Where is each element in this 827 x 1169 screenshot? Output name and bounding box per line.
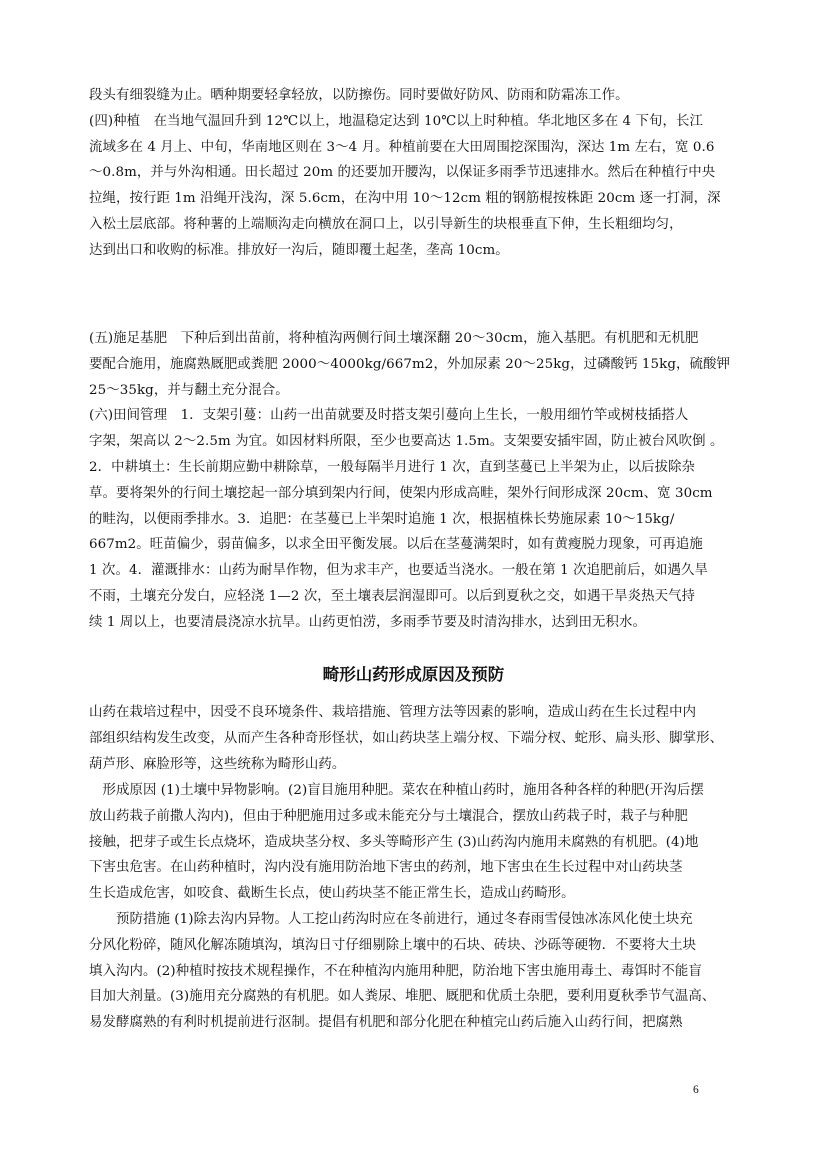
text-line: 的畦沟，以便雨季排水。3．追肥：在茎蔓已上半架时追施 1 次，根据植株长势施尿素 10～15kg/ xyxy=(89,511,675,527)
text-line: 葫芦形、麻脸形等，这些统称为畸形山药。 xyxy=(89,756,346,772)
text-line: 拉绳，按行距 1m 沿绳开浅沟，深 5.6cm，在沟中用 10～12cm 粗的钢筋棍按株距 20cm 逐一打洞，深 xyxy=(89,191,721,207)
text-line: 1 次。4．灌溉排水：山药为耐旱作物，但为求丰产，也要适当浇水。一般在第 1 次追肥前后，如遇久旱 xyxy=(89,563,709,579)
text-line: 25～35kg，并与翻土充分混合。 xyxy=(89,382,289,398)
text-line: 山药在栽培过程中，因受不良环境条件、栽培措施、管理方法等因素的影响，造成山药在生长过程中内 xyxy=(89,705,697,720)
text-line: 2．中耕填土：生长前期应勤中耕除草，一般每隔半月进行 1 次，直到茎蔓已上半架为止，以后拔除杂 xyxy=(89,459,696,475)
text-line: 续 1 周以上，也要清晨浇凉水抗旱。山药更怕涝，多雨季节要及时清沟排水，达到田无积水。 xyxy=(89,614,646,630)
paragraph-intro xyxy=(89,700,739,777)
text-line: (五)施足基肥 下种后到出苗前，将种植沟两侧行间土壤深翻 20～30cm，施入基肥。有机肥和无机肥 xyxy=(89,331,699,346)
text-line: 流域多在 4 月上、中旬，华南地区则在 3～4 月。种植前要在大田周围挖深围沟，深达 1m 左右，宽 0.6 xyxy=(89,139,715,155)
text-line: 要配合施用，施腐熟厩肥或粪肥 2000～4000kg/667m2，外加尿素 20～25kg，过磷酸钙 15kg，硫酸钾 xyxy=(89,356,731,372)
text-line: 目加大剂量。(3)施用充分腐熟的有机肥。如人粪尿、堆肥、厩肥和优质土杂肥，要利用夏秋季节气温高、 xyxy=(89,989,716,1005)
text-line: 段头有细裂缝为止。晒种期要轻拿轻放，以防擦伤。同时要做好防风、防雨和防霜冻工作。 xyxy=(89,88,629,103)
text-line: 生长造成危害，如咬食、截断生长点，使山药块茎不能正常生长，造成山药畸形。 xyxy=(89,886,575,902)
text-line: 形成原因 (1)土壤中异物影响。(2)盲目施用种肥。菜农在种植山药时，施用各种各样的种肥(开沟后摆 xyxy=(89,783,704,798)
text-line: 草。要将架外的行间土壤挖起一部分填到架内行间，使架内形成高畦，架外行间形成深 20cm、宽 30cm xyxy=(89,485,713,501)
text-line: 667m2。旺苗偏少，弱苗偏多，以求全田平衡发展。以后在茎蔓满架时，如有黄瘦脱力现象，可再追施 xyxy=(89,537,703,553)
text-line: 入松土层底部。将种薯的上端顺沟走向横放在洞口上，以引导新生的块根垂直下伸，生长粗细均匀， xyxy=(89,216,683,232)
text-line: (六)田间管理 1．支架引蔓：山药一出苗就要及时搭支架引蔓向上生长，一般用细竹竿或树枝插搭人 xyxy=(89,408,689,424)
text-line: 字架，架高以 2～2.5m 为宜。如因材料所限，至少也要高达 1.5m。支架要安插牢固，防止被台风吹倒 。 xyxy=(89,434,724,450)
page-number: 6 xyxy=(693,1084,699,1096)
paragraph-prevention xyxy=(89,907,739,1036)
paragraph-causes xyxy=(89,778,739,907)
section-heading: 畸形山药形成原因及预防 xyxy=(322,665,505,684)
text-line: 易发酵腐熟的有利时机提前进行沤制。提倡有机肥和部分化肥在种植完山药后施入山药行间，把腐熟 xyxy=(89,1015,683,1031)
text-line: 分风化粉碎，随风化解冻随填沟，填沟日寸仔细剔除上壤中的石块、砖块、沙砾等硬物．不要将大土块 xyxy=(89,937,697,953)
text-line: 放山药栽子前撒人沟内)，但由于种肥施用过多或未能充分与土壤混合，摆放山药栽子时，栽子与种肥 xyxy=(89,808,688,824)
paragraph-planting xyxy=(89,83,739,264)
text-line: 部组织结构发生改变，从而产生各种奇形怪状，如山药块茎上端分杈、下端分杈、蛇形、扁头形、脚掌形、 xyxy=(89,730,724,746)
text-line: 达到出口和收购的标准。排放好一沟后，随即覆土起垄，垄高 10cm。 xyxy=(89,242,509,258)
text-line: 下害虫危害。在山药种植时，沟内没有施用防治地下害虫的药剂，地下害虫在生长过程中对山药块茎 xyxy=(89,860,683,876)
text-line: 预防措施 (1)除去沟内异物。人工挖山药沟时应在冬前进行，通过冬春雨雪侵蚀冰冻风化使土块充 xyxy=(89,912,693,927)
text-line: 填入沟内。(2)种植时按技术规程操作，不在种植沟内施用种肥，防治地下害虫施用毒土、毒饵时不能盲 xyxy=(89,963,702,979)
text-line: 不雨，土壤充分发白，应轻浇 1—2 次，至土壤表层润湿即可。以后到夏秋之交，如遇干旱炎热天气持 xyxy=(89,588,696,604)
text-line: 接触，把芽子或生长点烧坏，造成块茎分杈、多头等畸形产生 (3)山药沟内施用未腐熟的有机肥。(4)地 xyxy=(89,834,699,850)
paragraph-fertilizer-and-management xyxy=(89,326,739,636)
text-line: (四)种植 在当地气温回升到 12℃以上，地温稳定达到 10℃以上时种植。华北地区多在 4 下旬，长江 xyxy=(89,113,703,129)
text-line: ～0.8m，并与外沟相通。田长超过 20m 的还要加开腰沟，以保证多雨季节迅速排水。然后在种植行中央 xyxy=(89,165,716,181)
